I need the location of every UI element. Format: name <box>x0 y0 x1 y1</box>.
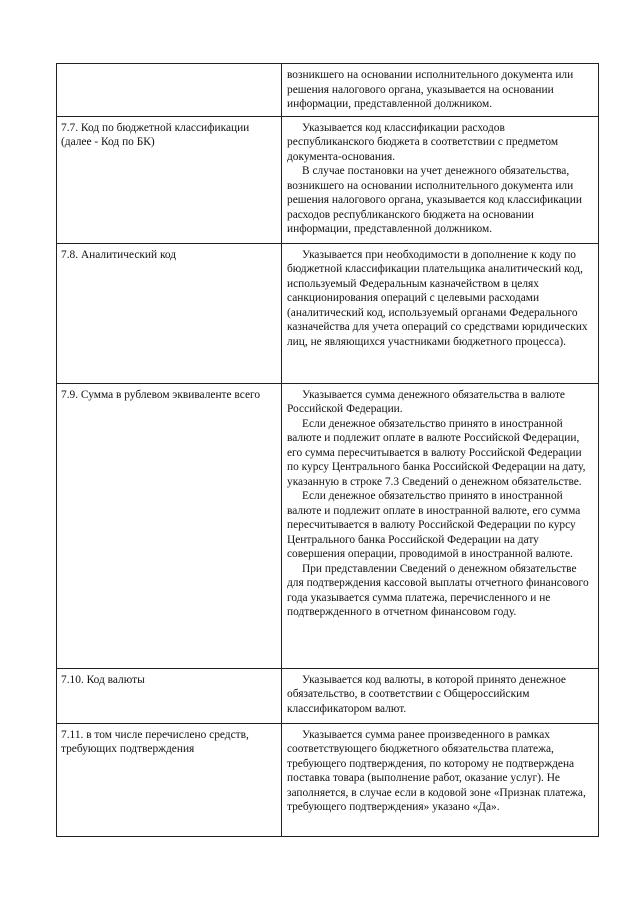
table-row <box>57 723 599 836</box>
description-paragraph: Указывается при необходимости в дополнение к коду по бюджетной классификации плательщика аналитический код, используемый Федеральным казначейством в целях санкционирования операций с целевыми расходами (аналитический код, используемый органами Федерального казначейства для учета операций со средствами юридических лиц, не являющихся участниками бюджетного процесса). <box>287 248 588 348</box>
requirements-table <box>56 63 599 837</box>
description-cell <box>282 383 599 668</box>
table-row <box>57 64 599 117</box>
field-name-cell <box>57 64 282 117</box>
field-name-cell: 7.10. Код валюты <box>57 668 282 723</box>
description-paragraph: При представлении Сведений о денежном обязательстве для подтверждения кассовой выплаты отчетного финансового года указывается сумма платежа, перечисленного и не подтвержденного в отчетном финансовом году. <box>287 562 589 618</box>
description-cell <box>282 64 599 117</box>
field-name-cell: 7.9. Сумма в рублевом эквиваленте всего <box>57 383 282 668</box>
table-row <box>57 116 599 243</box>
description-paragraph: Указывается сумма ранее произведенного в рамках соответствующего бюджетного обязательства платежа, требующего подтверждения, по которому не подтверждена поставка товара (выполнение работ, оказание услуг). Не заполняется, в случае если в кодовой зоне «Признак платежа, требующего подтверждения» указано «Да». <box>287 728 586 813</box>
description-paragraph: Если денежное обязательство принято в иностранной валюте и подлежит оплате в валюте Российской Федерации, его сумма пересчитывается в валюту Российской Федерации по курсу Центрального банка Российской Федерации на дату, указанную в строке 7.3 Сведений о денежном обязательстве. <box>287 417 586 488</box>
description-paragraph: возникшего на основании исполнительного документа или решения налогового органа, указывается на основании информации, представленной должником. <box>287 69 574 110</box>
description-paragraph: Указывается сумма денежного обязательства в валюте Российской Федерации. <box>287 388 565 415</box>
description-paragraph: Если денежное обязательство принято в иностранной валюте и подлежит оплате в иностранной валюте, его сумма пересчитывается в валюту Российской Федерации по курсу Центрального банка Российской Федерации на дату совершения операции, проводимой в иностранной валюте. <box>287 490 581 560</box>
table-row <box>57 243 599 383</box>
field-name-cell: 7.11. в том числе перечислено средств, требующих подтверждения <box>57 723 282 836</box>
description-paragraph: Указывается код валюты, в которой принято денежное обязательство, в соответствии с Общероссийским классификатором валют. <box>287 673 566 715</box>
description-cell <box>282 723 599 836</box>
description-cell <box>282 243 599 383</box>
field-name-cell: 7.8. Аналитический код <box>57 243 282 383</box>
table-row <box>57 383 599 668</box>
description-paragraph: В случае постановки на учет денежного обязательства, возникшего на основании исполнительного документа или решения налогового органа, указывается код классификации расходов республиканского бюджета на основании информации, представленной должником. <box>287 165 582 235</box>
table-row <box>57 668 599 723</box>
description-paragraph: Указывается код классификации расходов республиканского бюджета в соответствии с предметом документа-основания. <box>287 121 559 163</box>
field-name-cell: 7.7. Код по бюджетной классификации (далее - Код по БК) <box>57 116 282 243</box>
description-cell <box>282 668 599 723</box>
description-cell <box>282 116 599 243</box>
